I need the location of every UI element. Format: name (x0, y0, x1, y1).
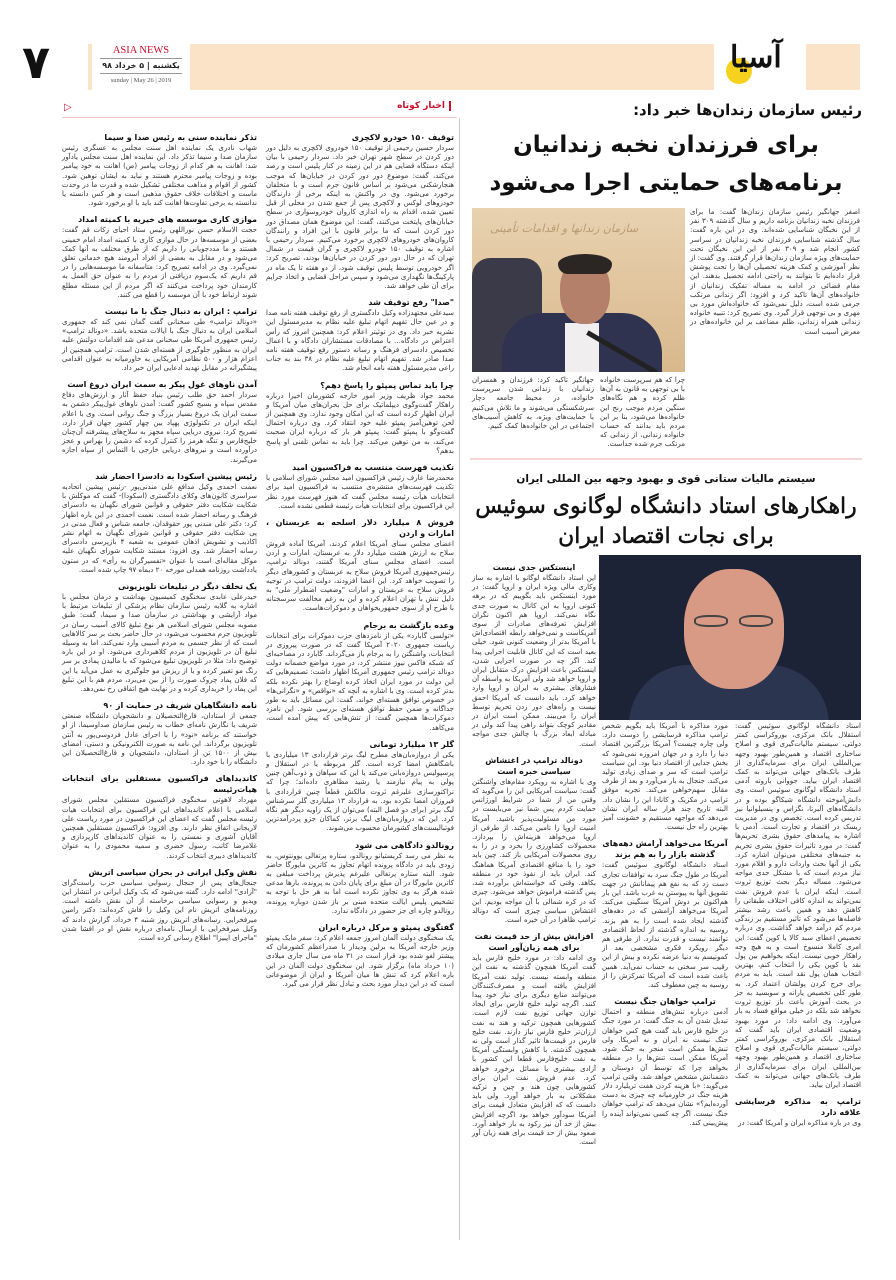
news-item-text: حجت الاسلام حسن نوراللهی رئیس ستاد احیای زکات قم گفت: بعضی از موسسه‌ها در حال موازی کاری با کمیته امداد امام خمینی هستند و ما مددجویانی را داریم که از طرق مختلف به آنها کمک می‌شود و در مقابل به بعضی از افراد آبرومند هیچ خدماتی تعلق نمی‌گیرد. وی در ادامه تصریح کرد: متاسفانه ما موسسه‌هایی را در قم داریم که یک‌سوم دریافتی از مردم را به عنوان حق العمل به کارمندان خود پرداخت می‌کنند که اگر مردم از این مسئله مطلع شوند ارتباط خود با آن موسسه را قطع می کنند. (62, 226, 257, 299)
news-item (62, 700, 257, 767)
news-item-text: سردار احمد حق طلب رئیس بنیاد حفظ آثار و ارزش‌های دفاع مقدس سپاه و بسیج کشور گفت: آمدن ناوهای غول‌پیکر دشمن به سمت ایران یک دروغ بسیار بزرگ و جنگ روانی است. وی با اعلام اینکه ایران در تکنولوژی پهپاد بین چهار کشور جهان قرار دارد، تصریح کرد: نیروی دریایی سپاه مجهز به سلاح‌های پیشرفته آن‌چنان خلیج‌فارس و تنگه هرمز را کنترل کرده که دشمن را بهراس و عجز درآورده است و نیروهای دریایی خارجی با التماس از سپاه اجازه می‌گیرند. (62, 391, 257, 464)
article2-column-a (472, 556, 596, 1151)
news-item-text: این استاد دانشگاه لوگانو با اشاره به ساز وکاری مالی ویژه ایران و اروپا گفت: در مورد اینستکس باید بگوییم که در برهه کنونی اروپا به این کانال به صورت جدی نگاه نمی‌کند. اروپا هم اکنون نگران افزایش تعرفه‌های صادرات از سوی آمریکاست و نمی‌خواهد رابطه اقتصادی‌اش با آمریکا بدتر از وضعیت کنونی شود. خیلی بعید است که این کانال قابلیت اجرایی پیدا کند. اگر چه در صورت اجرایی شدن، اینستکس باعث افزایش درک متقابل ایران و اروپا خواهد شد ولی آمریکا به واسطه آن فشارهای بیشتری به ایران و اروپا وارد خواهد کرد. باید دانست که آمریکا احمق نیست و راه‌های دور زدن تحریم توسط ایران را می‌بیند. ممکن است ایران در مقادیر کوچک بتواند راهی پیدا کند ولی در مبادله ابعاد بزرگ با چالش جدی مواجه است. (472, 574, 596, 748)
article1-kicker: رئیس سازمان زندان‌ها خبر داد: (633, 101, 862, 119)
news-item (62, 581, 257, 694)
news-item (62, 132, 257, 208)
news-item-text: «دونالد ترامپ» طی سخنانی گفت گمان نمی کند که جمهوری اسلامی ایران به دنبال جنگ با ایالات متحده باشد. «دونالد ترامپ» رئیس جمهوری آمریکا طی سخنانی مدعی شد اقدامات دولتش علیه ایران به منظور جلوگیری از هسته‌ای شدن است. ترامپ همچنین از اعزام هزار و ۵۰۰ نظامی آمریکایی به خاورمیانه به عنوان اقدامی پیشگیرانه در مقابل تهدید ادعایی ایران خبر داد. (62, 318, 257, 373)
news-item-text: «تولسی گابارد» یکی از نامزدهای حزب دموکرات برای انتخابات ریاست جمهوری ۲۰۲۰ آمریکا گفت که در صورت پیروزی در انتخابات، واشنگتن را به برجام باز می‌گرداند. گابارد در مصاحبه‌ای که شبکه فاکس نیوز منتشر کرد، در مورد مواضع خصمانه دولت دونالد ترامپ رئیس جمهوری آمریکا اظهار داشت: تصمیم‌هایی که این دولت در مورد ایران اتخاذ کرده اوضاع را بهتر نکرده بلکه بدتر کرده است. وی با اشاره به آنچه که «نواقص» و «نگرانی‌ها» در خصوص توافق هسته‌ای خواند، گفت: این مسائل باید به طور جداگانه و ضمن حفظ توافق هسته‌ای بررسی شود. این نامزد دموکرات‌ها همچنین گفت: از تنش‌هایی که پیش آمده است، می‌کاهد. (266, 631, 454, 732)
news-item-title: وعده بازگشت به برجام (363, 620, 454, 630)
logo (722, 40, 792, 90)
page-number: ۷ (21, 35, 51, 89)
news-item (266, 739, 454, 834)
article1-intro: اصغر جهانگیر رئیس سازمان زندان‌ها گفت: ما برای فرزندان نخبه زندانیان برنامه داریم و سال گذشته ۳۰۹ نفر از این نخبگان شناسایی شده‌اند. وی در این باره گفت: سال گذشته شناسایی فرزندان نخبه زندانیان در سراسر کشور انجام شد و ۳۰۹ نفر از این این نخبگان تحت حمایت‌های ویژه سازمان زندان‌ها قرار گرفتند. وی گفت: از نظر آموزشی و کمک هزینه تحصیلی آن‌ها را تحت پوشش قرار داده‌ایم تا بتوانند به راحتی ادامه تحصیل بدهند. این مقام قضائی در ادامه به مساله تفکیک زندانیان از خانواده‌های آن‌ها تاکید کرد و افزود: اگر زندانی مرتکب جرمی شده است، دلیل نمی‌شود که خانواده‌اش مورد بی مهری و بی توجهی قرار گیرد. وی تصریح کرد: تنبیه خانواده زندانی همراه زندانی، ظلم مضاعف بر این خانواده‌های در معرض آسیب است (690, 208, 860, 336)
news-item (602, 996, 728, 1128)
date-fa: یکشنبه | ۵ خرداد ۹۸ (100, 59, 182, 74)
news-item-title: گلر ۱۳ میلیارد تومانی (369, 739, 454, 749)
news-item-title: نامه دانشگاهیان شریف در حمایت از ۹۰ (103, 701, 257, 711)
article1-headline-line2: برنامه‌های حمایتی اجرا می‌شود (489, 170, 843, 196)
news-item-text: حیدرعلی عابدی سخنگوی کمیسیون بهداشت و درمان مجلس با اشاره به گلایه رئیس سازمان نظام پزشکی از تبلیغات مرتبط با مواد آرایشی و بهداشتی در سازمان صدا و سیما، گفت: طبق مصوبه مجلس شورای اسلامی هر نوع تبلیغ کالای آسیب رسان در تلویزیون جرم محسوب می‌شود، در حال حاضر بحث بر سر کالاهایی است که از نظر جسمی به مردم آسیبی وارد نمی‌کند، اما به وسیله تبلیغ آن در تلویزیون از مردم کلاهبرداری می‌شود. او در این باره توضیح داد: مثلا در تلویزیون تبلیغ می‌شود که با مالیدن پمادی بر سر رنگ مو تغییر کرده و یا از ریزش مو جلوگیری به عمل می‌آید یا این که فلان پماد چروک صورت را از بین می‌برد، مردم هم با این تبلیغ این پماد را خریداری کرده و در نهایت هیچ اتفاقی رخ نمی‌دهد. (62, 592, 257, 693)
news-item-text: محمد جواد ظریف وزیر امور خارجه کشورمان اخیرا درباره راهکار گفت‌وگوی دیپلماتیک برای حل بحران‌های میان آمریکا و ایران اظهار کرده است که این امکان وجود ندارد. وی همچنین از لحن توهین‌آمیز پمپئو علیه خود انتقاد کرد. وی درباره احتمال گفت‌وگو با پمپئو گفت: پمپئو هر بار که درباره ایران صحبت می‌کند، به من توهین می‌کند. چرا باید به تماس تلفنی او پاسخ بدهم؟ (266, 391, 454, 455)
news-item-title: موازی کاری موسسه های خیریه با کمیته امداد (78, 215, 257, 225)
short-news-column-2 (62, 126, 257, 947)
news-item-text: استاد دانشگاه لوگانوی سوئیس گفت: استقلال بانک مرکزی، بوروکراسی کمتر دولتی، سیستم مالیات‌گیری قوی و اصلاح ساختاری اقتصاد و همین‌طور بهبود وجهه بین‌المللی ایران برای سرمایه‌گذاری از طرف بانک‌های جهانی می‌تواند به کمک اقتصاد ایران بیاید. جووانی باروته آدمی استاد دانشگاه لوگانوی سوئیس است. وی دانش‌آموخته دانشگاه شیکاگو بوده و در دانشگاه‌های آلبرتا، نگزاس و پنسیلوانیا نیز تدریس کرده است. تخصص وی در مدیریت ریسک در اقتصاد و تجارت است. آدمی با اشاره به پیامدهای حقوق بشری تحریم‌ها گفت: در مورد تاثیرات حقوق بشری تحریم به جنبه‌های مختلفی می‌توان اشاره کرد. یکی از آنها بحث واردات دارو و اقلام مورد نیاز مردم است که با مشکل جدی مواجه می‌شود. مساله دیگر بحث توزیع ثروت است. اینکه ایران با عدم فروش نفت نمی‌تواند به اندازه کافی اختلاف طبقاتی را کاهش دهد و همین باعث رشد بیشتر فاصله‌ها می‌شود که تاثیر مستقیم بر زندگی مردم کم درآمد خواهد گذاشت. وی درباره تخصیص اعطای سبد کالا یا کوپن گفت: این امری کاملا منسوخ است و به هیچ وجه راهکار خوبی نیست. اینکه بخواهیم بین پول نقد یا کوپن یکی را انتخاب کنم، بهترین انتخاب همان پول نقد است. باید به مردم برای خرج کردن پولشان اعتماد کرد. به طور کلی تخصیص یارانه و سوبسید به جز در بحث آموزش باعث باز توزیع ثروت نخواهد شد بلکه در خیلی مواقع فساد به بار می‌آورد. وی ادامه داد: در مورد بهبود وضعیت اقتصادی ایران باید گفت که استقلال بانک مرکزی، بوروکراسی کمتر دولتی، سیستم مالیات‌گیری قوی و اصلاح ساختاری اقتصاد و همین‌طور بهبود وجهه بین‌المللی ایران برای سرمایه‌گذاری از طرف بانک‌های جهانی می‌تواند به کمک اقتصاد ایران بیاید. (735, 722, 861, 1089)
news-item-title: ترامپ به مذاکره فرسایشی علاقه دارد (735, 1097, 861, 1118)
news-item-title: ترامپ : ایران به دنبال جنگ با ما نیست (104, 307, 257, 317)
article1-headline-line1: برای فرزندان نخبه زندانیان (513, 132, 819, 158)
news-item-title: "صدا" رفع توقیف شد (368, 298, 454, 308)
news-item (266, 297, 454, 373)
news-item-text: مورد مذاکره با آمریکا باید بگویم شخص ترامپ مذاکره فرسایشی را دوست دارد. ولی چاره چیست؟ آمریکا بزرگترین اقتصاد دنیا را دارد و در جهان امروزه نمی‌شود که بخش جدایی از اقتصاد دنیا بود. این سیاست ترامپ است که سر و صدای زیادی تولید می‌کند. جنجال به بار می‌آورد و بعد از طرف مقابل سهم‌خواهی می‌کند. تجربه موفق ترامپ در مکزیک و کانادا این را نشان داد. البته تاریخ چند هزار ساله ایران نشان می‌دهد که مواجهه مستقیم و خشونت آمیز بهترین راه حل نیست. (602, 722, 728, 832)
news-item-title: آمدن ناوهای غول پیکر به سمت ایران دروغ است (67, 380, 257, 390)
news-item (266, 380, 454, 456)
section-divider (470, 458, 862, 460)
news-item-text: مهرداد لاهوتی سخنگوی فراکسیون مستقلین مجلس شورای اسلامی با اعلام کاندیداهای این فراکسیون برای انتخابات هیات رئیسه مجلس گفت که اعضای این فراکسیون در مورد ریاست علی لاریجانی اتفاق نظر دارند. وی افزود: فراکسیون مستقلین همچنین آقایان آشوری و نمستی را به عنوان کاندیداهای کارپردازی و غلامرضا کاتب، رسول خضری و سمیه محمودی را به عنوان کاندیداهای دبیری انتخاب کردند. (62, 796, 257, 860)
play-icon: ▷ (64, 102, 72, 113)
news-item-text: محمدرضا عارف رئیس فراکسیون امید مجلس شورای اسلامی با تکذیب فهرست‌های منتشره‌ی منتسب به فراکسیون امید برای انتخابات هیأت رئیسه مجلس گفت که هنوز فهرست مورد نظر این فراکسیون برای انتخابات هیأت رئیسه قطعی نشده است. (266, 474, 454, 510)
article2-photo (599, 555, 861, 720)
news-item-text: جنجال‌های پس از جنجال رسوایی سیاسی حزب راست‌گرای "آزادی" ادامه دارد. گفته می‌شود که یک وکیل ایرانی در انتشار این ویدیو و رسوایی سیاسی برخاسته از آن نقش داشته است. روزنامه‌های اتریش نام این وکیل را فاش کرده‌اند: دکتر رامین میرفخرایی. رسانه‌های اتریش روز شنبه ۴ خرداد، گزارش دادند که وکیل میرفخرایی با ارسال نامه‌ای درباره نقش او در افشا شدن "ماجرای ایبیزا" اطلاع رسانی کرده است. (62, 878, 257, 943)
date-en: sunday | May 26 | 2019 (110, 77, 172, 84)
news-item (62, 471, 257, 575)
news-item (62, 773, 257, 860)
news-item (266, 620, 454, 733)
article2-kicker: سیستم مالیات ستانی قوی و بهبود وجهه بین المللی ایران (516, 473, 816, 485)
logo-text: آسیا (730, 40, 782, 75)
news-item-title: رئیس پیشین اسکودا به دادسرا احضار شد (95, 471, 257, 481)
news-item (472, 562, 596, 749)
header-band (190, 44, 714, 90)
news-item-title: تذکر نماینده سنی به رئیس صدا و سیما (104, 133, 257, 142)
news-item-text: سردار حسین رحیمی از توقیف ۱۵۰ خودروی لاکچری به دلیل دور دور کردن در سطح شهر تهران خبر داد. سردار رحیمی با بیان اینکه دستگاه قضایی هم در این زمینه در کنار پلیس است و رصد می‌کند، گفت: موضوع دور دور کردن در خیابان‌ها که موجب هنجارشکنی می‌شود بر اساس قانون جرم است و با متخلفان برخورد می‌شود. وی در واکنش به اینکه برخی از دارندگان خودروهای لوکس و لاکچری پس از جمع شدن در محلی از قبل تعیین شده، اقدام به راه اندازی کاروان خودروسواری در سطح خیابان‌های پایتخت می‌کنند، گفت: این موضوع همان مصداق دور دور کردن است که ما برابر قانون با این افراد و رانندگان کاروان‌های خودروهای لاکچری برخورد می‌کنیم. سردار رحیمی با اشاره به توقیف ۱۵۰ خودرو لاکچری و گران قیمت در شمال تهران که در حال دور دور کردن در خیابان‌ها بودند، تصریح کرد: اگر خودرویی توسط پلیس توقیف شود، از دو هفته تا یک ماه در پارکینگ‌ها نگهداری می‌شود و سپس مراحل قضایی و اتخاذ جرایم برای آن طی خواهد شد. (266, 144, 454, 291)
news-item (62, 867, 257, 943)
short-news-header (62, 100, 457, 118)
news-item-title: چرا باید تماس پمپئو را پاسخ دهم؟ (320, 380, 454, 390)
news-item-title: تکذیب فهرست منتسب به فراکسیون امید (292, 463, 454, 473)
article2-column-c (735, 722, 861, 1132)
news-item-text: اعضای مجلس سنای آمریکا اعلام کردند، آمریکا آماده فروش سلاح به ارزش هشت میلیارد دلار به عربستان، امارات و اردن است. اعضای مجلس سنای آمریکا گفتند، دونالد ترامپ، رئیس‌جمهوری آمریکا فروش سلاح به عربستان و کشورهای دیگر را تصویب خواهد کرد. این اعضا افزودند، دولت ترامپ در توجیه فروش سلاح به عربستان و امارات "وضعیت اضطرار ملی" به دلیل تنش با تهران اعلام کرده و این به رغم مخالفت سرسختانه با طرح او از سوی جمهوریخواهان و دموکرات‌هاست. (266, 539, 454, 613)
article1-headline (466, 126, 866, 202)
news-item-title: کاندیداهای فراکسیون مستقلین برای انتخابات هیات‌رئیسه (62, 774, 257, 795)
news-item-title: اینستکس جدی نیست (492, 563, 576, 572)
news-item-title: رونالدو دادگاهی می شود (355, 840, 454, 850)
news-item (472, 931, 596, 1147)
news-item-title: ترامپ خواهان جنگ نیست (614, 997, 716, 1007)
news-item-title: فروش ۸ میلیارد دلار اسلحه به عربستان ، امارات و اردن (266, 517, 455, 538)
news-item-text: یک سخنگوی دولت آلمان امروز جمعه اعلام کرد: سفر مایک پمپئو وزیر خارجه آمریکا به برلین ودیدار با صدراعظم کشورمان که پیشتر لغو شده بود قرار است در ۳۱ ماه می سال جاری میلادی (۱۰ خرداد ماه) برگزار شود. این سخنگوی دولت آلمان در این باره اعلام کرد که تنش ها میان آمریکا و ایران از موضوعاتی است که در این دیدار مورد بحث و تبادل نظر قرار می گیرد. (266, 934, 454, 989)
news-item-text: نعمت احمدی وکیل مدافع علی مندنی‌پور -رئیس پیشین اتحادیه سراسری کانون‌های وکلای دادگستری (اسکودا)- گفت که موکلش با شکایت شکایت دفتر حقوقی و قوانین شورای نگهبان به دادسرای فرهنگ و رسانه احضار شده است. نعمت احمدی در این باره اظهار کرد: دکتر علی مندنی پور حقوقدان، جامعه شناس و فعال مدنی در پی شکایت دفتر حقوقی و قوانین شورای نگهبان به اتهام نشر اکاذیب و تشویش اذهان عمومی به شعبه ۴ بازپرسی دادسرای رسانه احضار شد. وی افزود: مستند شکایت شورای نگهبان علیه موکل مقاله‌ای است با عنوان «تفسیرگران به رأی» که در ستون یادداشت روزنامه همدلی مورخه ۲۰ دیماه ۹۷ چاپ شده است. (62, 482, 257, 574)
news-item (602, 722, 728, 832)
article2-headline-line1: راهکارهای استاد دانشگاه لوگانوی سوئیس (475, 494, 857, 519)
news-item-text: آدمی درباره تنش‌های منطقه و احتمال تبدیل شدن آن به جنگ گفت: در مورد جنگ در خلیج فارس باید گفت هیچ کس خواهان جنگ نیست نه ایران و نه آمریکا. ولی تنش‌ها ممکن است منجر به جنگ شود. آمریکا ممکن است تنش‌ها را در منطقه بخواهد چرا که توسط آن دوستان و دشمنانش مشخص خواهد شد. وقتی ترامپ می‌گوید: «با هزینه کردن هفت تریلیارد دلار هزینه جنگ در خاورمیانه چه چیزی به دست آورده‌ایم؟» نشان می‌دهد که ترامپ خواهان جنگ نیست. اگر چه کسی نمی‌تواند آینده را پیش‌بینی کند. (602, 1008, 728, 1127)
article2-column-b (602, 722, 728, 1132)
news-item (62, 214, 257, 300)
news-item (735, 1096, 861, 1128)
news-item (735, 722, 861, 1090)
news-item (266, 840, 454, 916)
news-item-text: سیدعلی مجتهدزاده وکیل دادگستری از رفع توقیف هفته نامه صدا و در عین حال تفهیم اتهام تبلیغ علیه نظام به مدیرمسئول این نشریه خبر داد. وی در توئیتر اعلام کرد: همچنین امروز که رأس اعتراض در دادگاه... با مصادقات مستشاران دادگاه و با اعمال تخصیص دادسرای فرهنگ و رسانه دستور رفع توقیف هفته نامه صدا صادر شد. تفهیم اتهام تبلیغ علیه نظام در ۳۸ بند به جناب راعی مدیرمسئول هفته نامه انجام شد. (266, 309, 454, 373)
header-band-right (806, 44, 860, 90)
news-item-text: یکی از دروازه‌بان‌های مطرح لیگ برتر قراردادی ۱۳ میلیاردی با باشگاهش امضا کرده است. گلر مربوطه یا در استقلال و پرسپولیس دروازه‌بانی می‌کند یا این که سپاهان و ذوب‌آهن چنین پولی به پیام نیازمند یا رشید مظاهری داده‌اند؛ چرا که تراکتورسازی علیرغم ثروت مالکش قطعاً چنین قراردادی با فیروزان امضا نکرده بود. به قرارداد ۱۳ میلیاردی گلر سرشناس لیگ برتر (برای دو فصل البته) می‌توان از یک زاویه دیگر هم نگاه کرد. این که دروازه‌بان‌های لیگ برتر، کماکان جزو پردرآمدترین فوتبالیست‌های کشورمان محسوب می‌شوند. (266, 750, 455, 833)
news-item (266, 462, 454, 511)
news-item-text: وی ادامه داد: در مورد خلیج فارس باید گفت آمریکا همچون گذشته به نفت این منطقه وابسته نیست. تولید نفت آمریکا افزایش یافته است و مصرف‌کنندگان می‌توانند منابع دیگری برای نیاز خود پیدا کنند. اگرچه تولید خلیج فارس برای ایجاد توازن جهانی توزیع نفت لازم است. کشورهایی همچون ترکیه و هند به نفت ارزان‌تر خلیج فارس نیاز دارند. نفت خلیج فارس در قیمت‌ها تاثیر گذار است ولی نه همچون گذشته. با کاهش وابستگی آمریکا به نفت خلیج‌فارس قطعا این کشور با آزادی بیشتری با مسائل برخورد خواهد کرد. عدم فروش نفت ایران برای کشورهایی چون هند و چین و ترکیه مشکلاتی به بار خواهد آورد. ولی باید دانست که که افزایش متعادل قیمت برای آمریکا سودآور خواهد بود اگرچه افزایش بیش از حد آن نیز رکود به بار خواهد آورد. صعود بیش از حد قیمت برای همه زیان آور است. (472, 954, 596, 1147)
article1-col3: جهانگیر تاکید کرد: فرزندان و همسران زندانیان با زندانی شدن سرپرست خانواده، در محیط جامعه دچار سرشکستگی می‌شوند و ما تلاش می‌کنیم با حمایت‌های ویژه، به کاهش آسیب‌های اجتماعی در این خانواده‌ها کمک کنیم. (472, 376, 594, 431)
news-item-title: دونالد ترامپ در اغتشاش سیاسی خبره است (485, 755, 583, 776)
news-item (266, 517, 454, 614)
news-item-text: وی در باره مذاکره ایران و آمریکا گفت: در (738, 1119, 861, 1128)
header-info (100, 44, 182, 90)
article1-col2: چرا که هم سرپرست خانواده با بی توجهی به قانون به آن‌ها ظلم کرده و هم نگاه‌های سنگین مردم موجب رنج این خانواده‌ها می‌شود، بنا بر این مردم باید بدانند که حساب خانواده زندانی، از زندانی که مرتکب جرم شده جداست. (600, 376, 685, 449)
article1-photo (472, 208, 685, 372)
news-item-text: به نظر می رسد کریستیانو رونالدو، ستاره پرتغالی یوونتوس، به زودی باید در دادگاه پرونده اتهام تجاوز به کاترین مایورگا حاضر شود. البته ستاره پرتغالی علیرغم پذیرش پرداخت مبلغی به کاترین مایورگا در آن مبلغ برای پایان دادن به پرونده، بارها مدعی شده هرگز به وی تجاوز نکرده است اما به هر حل با توجه به تشخیص پلیس ایالت متحده مبنی بر باز شدن دوباره پرونده، رونالدو چاره ای جز حضور در دادگاه ندارد. (266, 851, 454, 915)
news-item-text: وی با اشاره به رویکرد مقام‌های واشنگتن گفت: سیاست آمریکایی این را می‌گوید که وقتی من از شما در شرایط اورژانس حمایت کردم پس شما نیز می‌بایست در مورد من مسئولیت‌پذیر باشید. آمریکا امنیت اروپا را تامین می‌کند. از طرفی از اروپا می‌خواهد هزینه‌اش را بپردازد. محصولات کشاورزی را بخرد و در را به روی محصولات آمریکایی باز کند. چین باید خود را با منافع اقتصادی آمریکا هماهنگ کند. ایران باید از نفوذ خود در منطقه بکاهد. وقتی که خواسته‌اش برآورده شد، پس گذشته فراموش خواهد می‌شود. چیزی که در کره شمالی با آن مواجه بودیم. این اغتشاش سیاسی چیزی است که دونالد ترامپ ظاهرا در آن خبره است. (472, 777, 596, 924)
news-item (266, 132, 454, 291)
short-news-title: اخبار کوتاه (397, 101, 451, 111)
paper-name-en: ASIA NEWS (100, 44, 182, 59)
news-item (602, 838, 728, 990)
news-item-title: گفتگوی پمپئو و مرکل درباره ایران (318, 923, 454, 933)
news-item-title: نقش وکیل ایرانی در بحران سیاسی اتریش (88, 867, 257, 877)
article2-headline (468, 492, 864, 552)
news-item-text: جمعی از استادان، فارغ‌التحصیلان و دانشجویان دانشگاه صنعتی شریف با نگارش نامه‌ای خطاب به رئیس سازمان صداوسیما، از او خواستند که برنامه «نود» را با اجرای عادل فردوسی‌پور به آنتن تلویزیون برگرداند. این نامه به صورت الکترونیکی و دستی، امضای بیش از ۱۵۰۰ تن از استادان، دانشجویان و فارغ‌التحصیلان این دانشگاه را با خود دارد. (62, 712, 257, 767)
news-item (62, 379, 257, 465)
news-item-text: استاد دانشگاه لوگانوی سوئیس گفت: آمریکا در طول جنگ سرد به توافقات تجاری دست زد که به نفع هم پیمانانش در جهت تشویق آنها به پیوستن به غرب باشد. این بار هم‌اکنون بر دوش آمریکا سنگینی می‌کند. آمریکا می‌خواهد آرامشی که در دهه‌های گذشته ایجاد شده است را به هم بزند. روسیه به اندازه گذشته از لحاظ اقتصادی توانمند نیست و قدرت ندارد. از طرفی هم دیگر رویکرد فکری مشخصی بعد از کمونیسم به دنیا عرضه نکرده و بیش از این رقیب سر سختی به حساب نمی‌آید. همین باعث شده است که آمریکا تمرکزش را از روسیه به چین معطوف کند. (602, 861, 728, 990)
news-item-title: یک تخلف دیگر در تبلیغات تلویزیونی (118, 581, 257, 591)
header-info-box (88, 44, 92, 90)
news-item (472, 755, 596, 925)
news-item-title: توقیف ۱۵۰ خودرو لاکچری (351, 133, 454, 142)
article2-headline-line2: برای نجات اقتصاد ایران (558, 524, 774, 549)
short-news-divider (459, 118, 460, 1240)
news-item (266, 922, 454, 989)
short-news-column-1 (266, 126, 454, 993)
news-item-title: آمریکا می‌خواهد آرامش دهه‌های گذشته بازار را به هم بزند (602, 839, 728, 860)
photo-backdrop-text: سازمان زندانها و اقدامات تأمینی (490, 222, 639, 235)
news-item (62, 306, 257, 373)
news-item-title: افزایش بیش از حد قیمت نفت برای همه زیان‌آور است (474, 932, 594, 953)
news-item-text: شهاب نادری یک نماینده اهل سنت مجلس به عسگری رئیس سازمان صدا و سیما تذکر داد. این نماینده اهل سنت مجلس یادآور شد: اهانت به هر کدام از زوجات پیامبر (ص) اهانت به خود پیامبر بوده و زوجات پیامبر محترم هستند و نباید به ایشان توهین شود. کشور از اقوام و مذاهب مختلفی تشکیل شده و قدرت ما در وحدت ماست و اختلافات خلاف حقوق مذهبی است و هر کس دانسته یا ندانسته به برخی تفاوت‌ها اهانت کند باید با او برخورد شود. (62, 144, 257, 208)
